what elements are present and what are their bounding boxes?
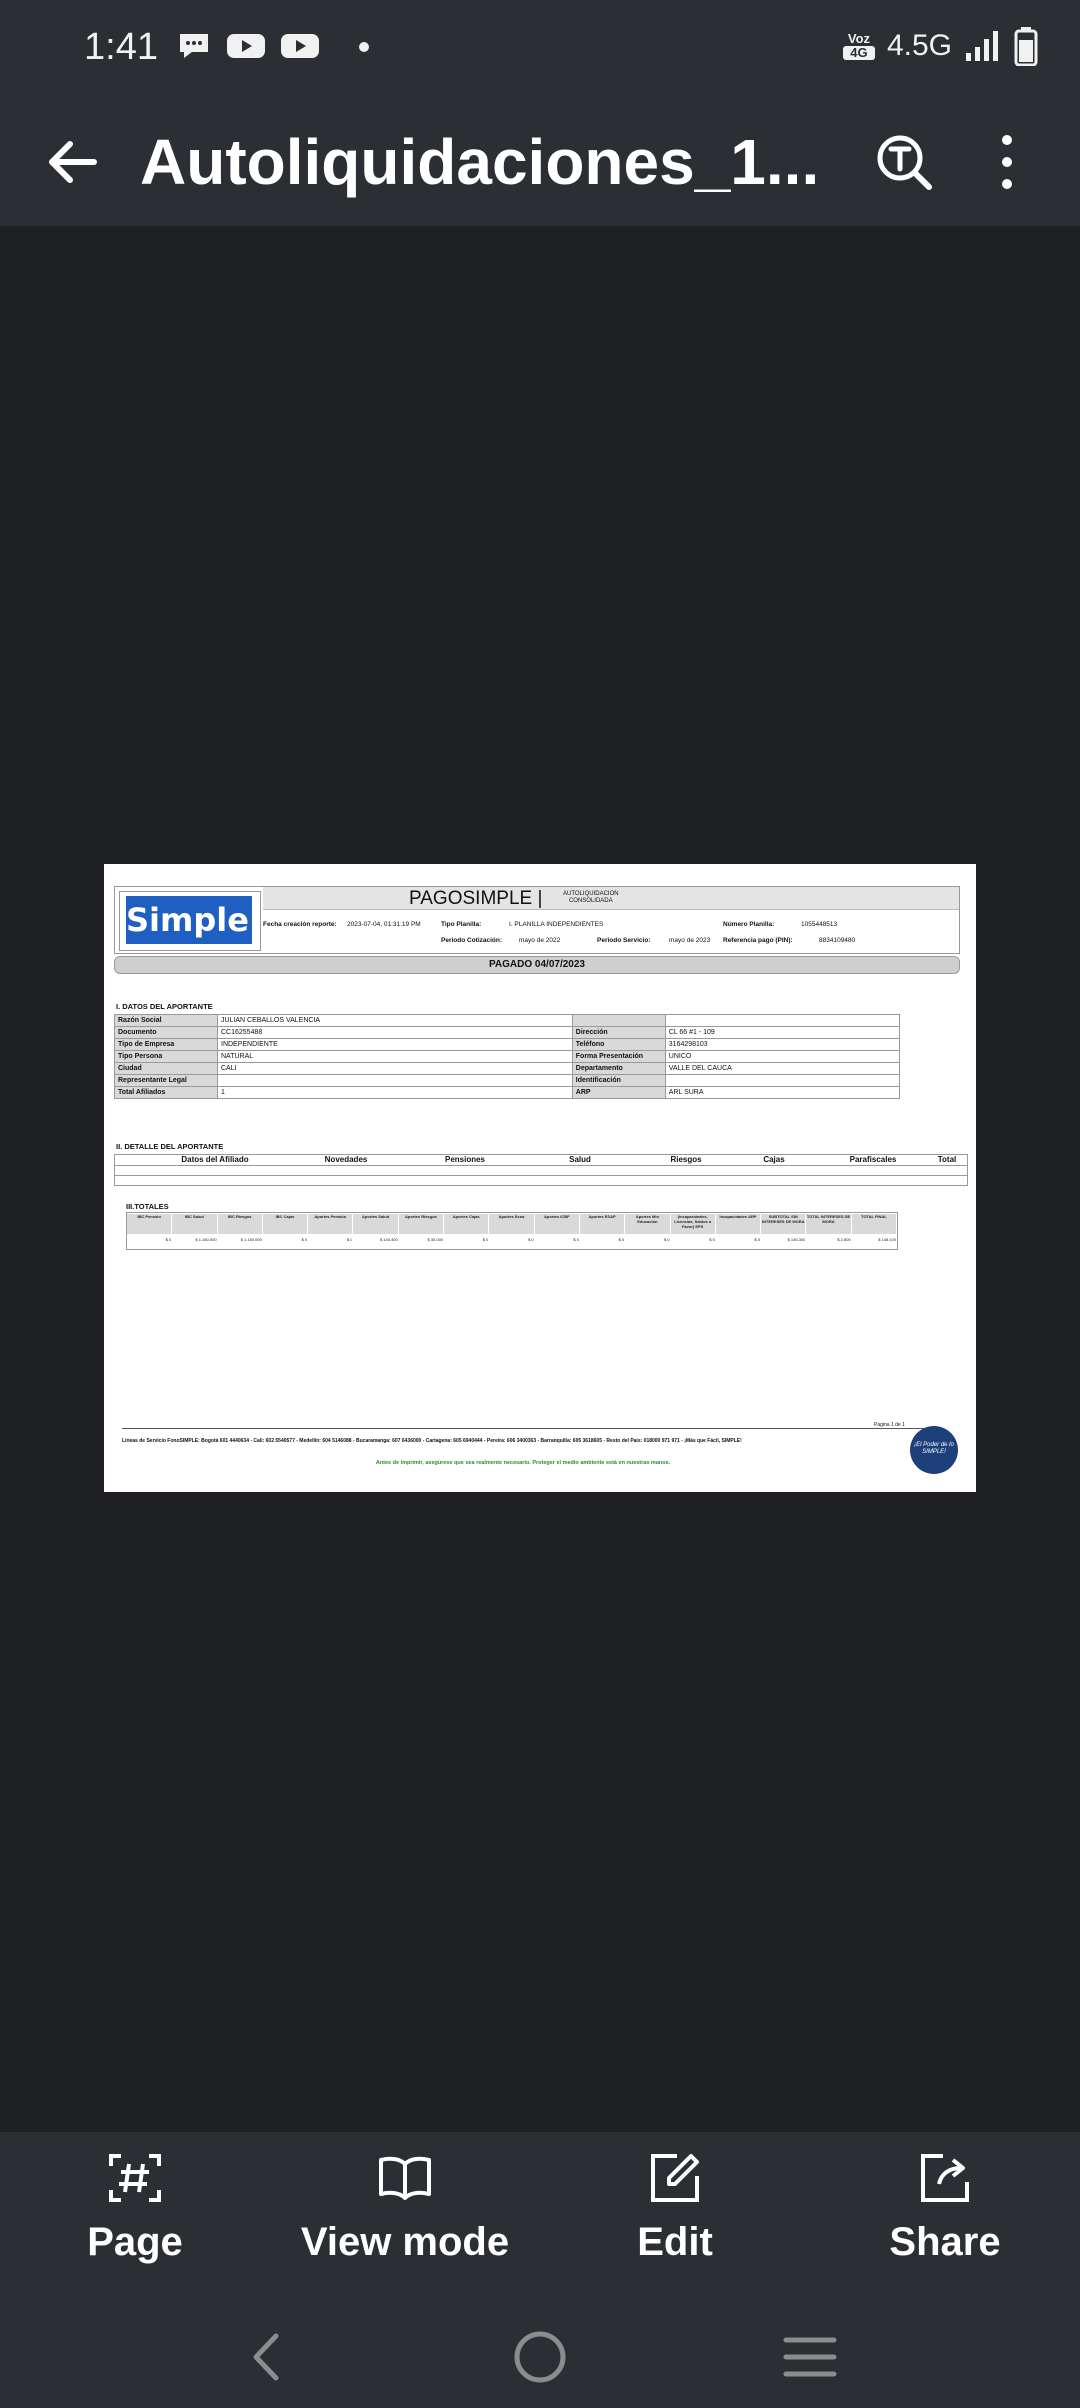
aportante-key-2: Identificación <box>572 1075 665 1087</box>
aportante-value: JULIAN CEBALLOS VALENCIA <box>218 1015 573 1027</box>
status-time: 1:41 <box>84 26 158 68</box>
totales-header: Aportes ESAP <box>580 1214 624 1234</box>
document-title: Autoliquidaciones_1... <box>140 126 820 198</box>
aportante-key: Ciudad <box>115 1063 218 1075</box>
totales-value: $ 145.400 <box>379 1237 398 1242</box>
aportante-value: CC16255488 <box>218 1027 573 1039</box>
totales-value: $ 145.300 <box>787 1237 806 1242</box>
fecha-value: 2023-07-04, 01:31:19 PM <box>347 921 421 928</box>
footer-divider <box>122 1428 924 1429</box>
footer-service-lines: Líneas de Servicio FonoSIMPLE: Bogotá 601 4440634 - Cali: 602 5540577 - Medellín: 604 5146088 - Bucaramanga: 607 6436000 - Cartagena: 605 6940444 - Pereira: 606 3400363 - Barranquilla: 605 3618605 - Resto del País: 018000 971 971 - ¡Más que Fácil, SIMPLE! <box>122 1438 742 1444</box>
badge-text: ¡El Poder de lo SIMPLE! <box>914 1442 954 1455</box>
aportante-key: Tipo de Empresa <box>115 1039 218 1051</box>
detalle-group-4: Riesgos <box>670 1155 702 1164</box>
signal-icon <box>964 29 1002 63</box>
detalle-group-7: Total <box>937 1155 957 1164</box>
aportante-row <box>115 1039 900 1051</box>
page-number: Pagina 1 de 1 <box>874 1422 905 1428</box>
logo-text: Simple. <box>126 896 252 944</box>
chat-bubble-icon <box>176 30 212 62</box>
referencia-label: Referencia pago (PIN): <box>723 937 793 944</box>
tipo-planilla-label: Tipo Planilla: <box>441 921 482 928</box>
aportante-value-2 <box>665 1075 899 1087</box>
aportante-row <box>115 1075 900 1087</box>
totales-value: $ 1.160.000 <box>240 1237 262 1242</box>
back-arrow-icon[interactable] <box>40 130 104 194</box>
subtitle-line-2: CONSOLIDADA <box>568 898 613 904</box>
totales-value: $ 0 <box>482 1237 489 1242</box>
dot-icon <box>334 31 374 61</box>
aportante-row <box>115 1051 900 1063</box>
totales-value: $ 0 <box>573 1237 579 1242</box>
totales-header: Aportes Riesgos <box>399 1214 443 1234</box>
youtube-icon <box>226 31 266 61</box>
totales-header: Aportes Salud <box>353 1214 397 1234</box>
aportante-row <box>115 1015 900 1027</box>
brand-name: PAGOSIMPLE | <box>409 888 543 909</box>
detalle-group-5: Cajas <box>763 1155 785 1164</box>
footer-environment-note: Antes de imprimir, asegúrese que sea realmente necesario. Proteger el medio ambiente está en nuestras manos. <box>375 1460 671 1466</box>
totales-value: $ 0 <box>301 1237 308 1242</box>
simple-badge <box>910 1426 958 1474</box>
aportante-value-2: 3164298103 <box>665 1039 899 1051</box>
aportante-table <box>114 1014 900 1099</box>
aportante-row <box>115 1087 900 1099</box>
totales-value: $ 0 <box>346 1237 353 1242</box>
aportante-value-2 <box>665 1015 899 1027</box>
report-header <box>114 886 960 954</box>
totales-header: Aportes Cajas <box>444 1214 488 1234</box>
aportante-key-2: ARP <box>572 1087 665 1099</box>
totales-table <box>126 1212 898 1250</box>
detalle-group-6: Parafiscales <box>849 1155 897 1164</box>
nav-recents-icon[interactable] <box>782 2334 838 2380</box>
pdf-page[interactable] <box>104 864 976 1492</box>
volte-badge <box>843 32 875 60</box>
aportante-key: Total Afiliados <box>115 1087 218 1099</box>
page-label: Page <box>87 2220 183 2264</box>
aportante-key-2: Forma Presentación <box>572 1051 665 1063</box>
periodo-serv-value: mayo de 2023 <box>669 937 711 944</box>
fecha-label: Fecha creación reporte: <box>263 921 337 928</box>
app-bar <box>0 98 1080 226</box>
share-button[interactable] <box>810 2150 1080 2265</box>
view-mode-label: View mode <box>300 2220 510 2264</box>
paid-banner: PAGADO 04/07/2023 <box>114 956 960 974</box>
report-title-bar <box>263 887 959 910</box>
totales-value: $ 0 <box>618 1237 625 1242</box>
bottom-toolbar <box>0 2132 1080 2302</box>
detalle-table <box>114 1154 968 1186</box>
totales-value: $ 0 <box>754 1237 761 1242</box>
edit-icon <box>647 2150 703 2206</box>
detalle-group-2: Pensiones <box>444 1155 485 1164</box>
aportante-key: Representante Legal <box>115 1075 218 1087</box>
nav-back-icon[interactable] <box>246 2332 286 2382</box>
aportante-value: NATURAL <box>218 1051 573 1063</box>
periodo-cot-label: Periodo Cotización: <box>441 937 503 944</box>
report-subtitle <box>563 891 619 905</box>
aportante-value-2: ARL SURA <box>665 1087 899 1099</box>
aportante-key: Documento <box>115 1027 218 1039</box>
nav-home-icon[interactable] <box>512 2329 568 2385</box>
totales-header: Aportes Sena <box>489 1214 533 1234</box>
battery-icon <box>1014 26 1038 66</box>
system-icons <box>843 26 1038 66</box>
totales-value: $ 2.800 <box>837 1237 851 1242</box>
network-type: 4.5G <box>886 29 952 62</box>
totales-header: Aportes Pensión <box>308 1214 352 1234</box>
aportante-key-2 <box>572 1015 665 1027</box>
totales-header: IBC Cajas <box>263 1214 307 1234</box>
more-options-icon[interactable] <box>984 128 1030 196</box>
aportante-value <box>218 1075 573 1087</box>
aportante-row <box>115 1063 900 1075</box>
totales-header: TOTAL FINAL <box>852 1214 896 1234</box>
totales-value: $ 0 <box>528 1237 534 1242</box>
book-icon <box>377 2150 433 2206</box>
edit-button[interactable] <box>540 2150 810 2265</box>
page-button[interactable] <box>0 2150 270 2265</box>
view-mode-button[interactable] <box>270 2150 540 2265</box>
notification-icons <box>176 30 374 62</box>
page-number-icon <box>107 2150 163 2206</box>
volte-top: Voz <box>847 31 871 46</box>
totales-header: Aportes ICBF <box>535 1214 579 1234</box>
simple-logo <box>119 891 261 951</box>
totales-header: IBC Pensión <box>127 1214 171 1234</box>
text-search-icon[interactable] <box>874 132 934 192</box>
aportante-row <box>115 1027 900 1039</box>
aportante-value-2: UNICO <box>665 1051 899 1063</box>
section-datos-aportante: I. DATOS DEL APORTANTE <box>116 1002 213 1011</box>
system-nav-bar <box>0 2302 1080 2408</box>
detalle-group-1: Novedades <box>324 1155 368 1164</box>
aportante-key-2: Departamento <box>572 1063 665 1075</box>
totales-header: TOTAL INTERESES DE MORA <box>806 1214 850 1234</box>
tipo-planilla-value: I. PLANILLA INDEPENDIENTES <box>509 921 604 928</box>
detalle-group-0: Datos del Afiliado <box>181 1155 249 1164</box>
totales-header: Aportes Min Educación <box>625 1214 669 1234</box>
volte-bottom: 4G <box>843 46 875 60</box>
edit-label: Edit <box>637 2220 713 2264</box>
aportante-value: 1 <box>218 1087 573 1099</box>
aportante-value-2: VALLE DEL CAUCA <box>665 1063 899 1075</box>
section-detalle-aportante: II. DETALLE DEL APORTANTE <box>116 1142 224 1151</box>
aportante-key: Tipo Persona <box>115 1051 218 1063</box>
aportante-key-2: Dirección <box>572 1027 665 1039</box>
totales-header: Incapacidades ARP <box>716 1214 760 1234</box>
aportante-value: INDEPENDIENTE <box>218 1039 573 1051</box>
detalle-group-3: Salud <box>569 1155 591 1164</box>
totales-value: $ 148.100 <box>878 1237 896 1242</box>
totales-header: (Incapacidades, Licencias, Saldos a Favor) EPS <box>671 1214 715 1234</box>
numero-planilla-value: 1055448513 <box>801 921 838 928</box>
aportante-value: CALI <box>218 1063 573 1075</box>
referencia-value: 8834109480 <box>819 937 856 944</box>
totales-value: $ 1.160.000 <box>195 1237 217 1242</box>
share-icon <box>917 2150 973 2206</box>
totales-value: $ 0 <box>165 1237 172 1242</box>
totales-header: IBC Salud <box>172 1214 216 1234</box>
totales-value: $ 0 <box>709 1237 715 1242</box>
periodo-serv-label: Periodo Servicio: <box>597 937 651 944</box>
aportante-key-2: Teléfono <box>572 1039 665 1051</box>
share-label: Share <box>889 2220 1001 2264</box>
totales-header: SUBTOTAL SIN INTERESES DE MORA <box>761 1214 805 1234</box>
status-bar <box>0 0 1080 98</box>
totales-header: IBC Riesgos <box>218 1214 262 1234</box>
aportante-value-2: CL 66 #1 - 109 <box>665 1027 899 1039</box>
totales-value: $ 30.000 <box>427 1237 444 1242</box>
numero-planilla-label: Número Planilla: <box>723 921 775 928</box>
subtitle-line-1: AUTOLIQUIDACION <box>563 891 619 897</box>
totales-value: $ 0 <box>663 1237 670 1242</box>
section-totales: III.TOTALES <box>126 1202 169 1211</box>
youtube-icon <box>280 31 320 61</box>
aportante-key: Razón Social <box>115 1015 218 1027</box>
periodo-cot-value: mayo de 2022 <box>519 937 561 944</box>
